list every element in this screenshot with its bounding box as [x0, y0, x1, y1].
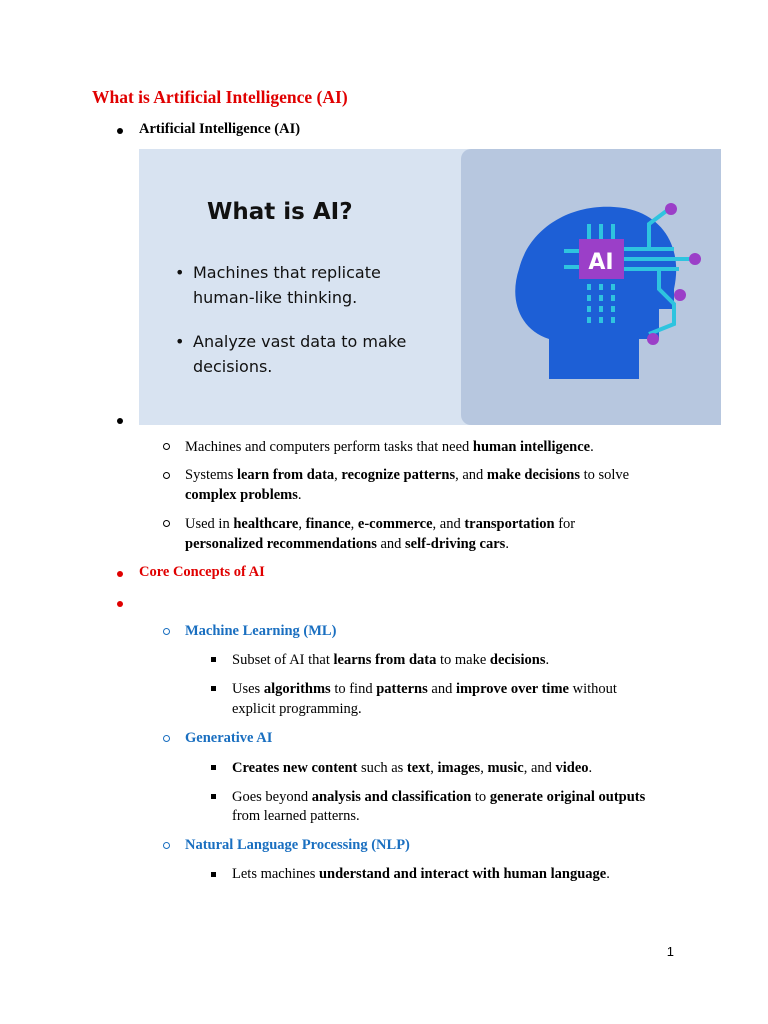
nlp-heading: Natural Language Processing (NLP) — [185, 837, 410, 853]
banner-point-1-cont: human-like thinking. — [193, 288, 358, 307]
square-bullet — [211, 657, 216, 662]
what-is-ai-banner — [139, 149, 721, 425]
bullet-disc — [117, 418, 123, 424]
sub-bullet-circle — [163, 443, 170, 450]
ai-point-2-cont: complex problems. — [185, 487, 302, 503]
ai-point-2: Systems learn from data, recognize patterns, and make decisions to solve — [185, 467, 630, 483]
ml-heading: Machine Learning (ML) — [185, 623, 337, 639]
sub-bullet-circle — [163, 520, 170, 527]
banner-title: What is AI? — [207, 199, 353, 225]
square-bullet — [211, 794, 216, 799]
ml-point-1: Subset of AI that learns from data to make decisions. — [232, 652, 550, 668]
ml-point-2: Uses algorithms to find patterns and improve over time without — [232, 681, 617, 697]
bullet-disc — [117, 128, 123, 134]
banner-point-2: • Analyze vast data to make — [175, 332, 407, 351]
square-bullet — [211, 686, 216, 691]
ml-point-2-cont: explicit programming. — [232, 701, 362, 717]
bullet-ai-label: Artificial Intelligence (AI) — [139, 121, 301, 137]
ai-point-3-cont: personalized recommendations and self-driving cars. — [185, 536, 509, 552]
banner-point-1: • Machines that replicate — [175, 263, 381, 282]
banner-point-2-cont: decisions. — [193, 357, 273, 376]
svg-text:AI: AI — [588, 250, 614, 275]
sub-bullet-circle — [163, 472, 170, 479]
sub-bullet-circle — [163, 628, 170, 635]
ai-point-1: Machines and computers perform tasks that need human intelligence. — [185, 439, 594, 455]
ai-head-icon — [499, 189, 719, 389]
bullet-disc — [117, 571, 123, 577]
page-heading: What is Artificial Intelligence (AI) — [92, 87, 348, 107]
genai-point-2-cont: from learned patterns. — [232, 808, 360, 824]
square-bullet — [211, 765, 216, 770]
page-number: 1 — [666, 944, 674, 959]
genai-heading: Generative AI — [185, 730, 273, 746]
nlp-point-1: Lets machines understand and interact with human language. — [232, 866, 610, 882]
genai-point-2: Goes beyond analysis and classification to generate original outputs — [232, 789, 646, 805]
core-concepts-heading: Core Concepts of AI — [139, 564, 265, 580]
bullet-disc — [117, 601, 123, 607]
square-bullet — [211, 872, 216, 877]
genai-point-1: Creates new content such as text, images, music, and video. — [232, 760, 593, 776]
sub-bullet-circle — [163, 735, 170, 742]
ai-point-3: Used in healthcare, finance, e-commerce, and transportation for — [185, 516, 576, 532]
sub-bullet-circle — [163, 842, 170, 849]
